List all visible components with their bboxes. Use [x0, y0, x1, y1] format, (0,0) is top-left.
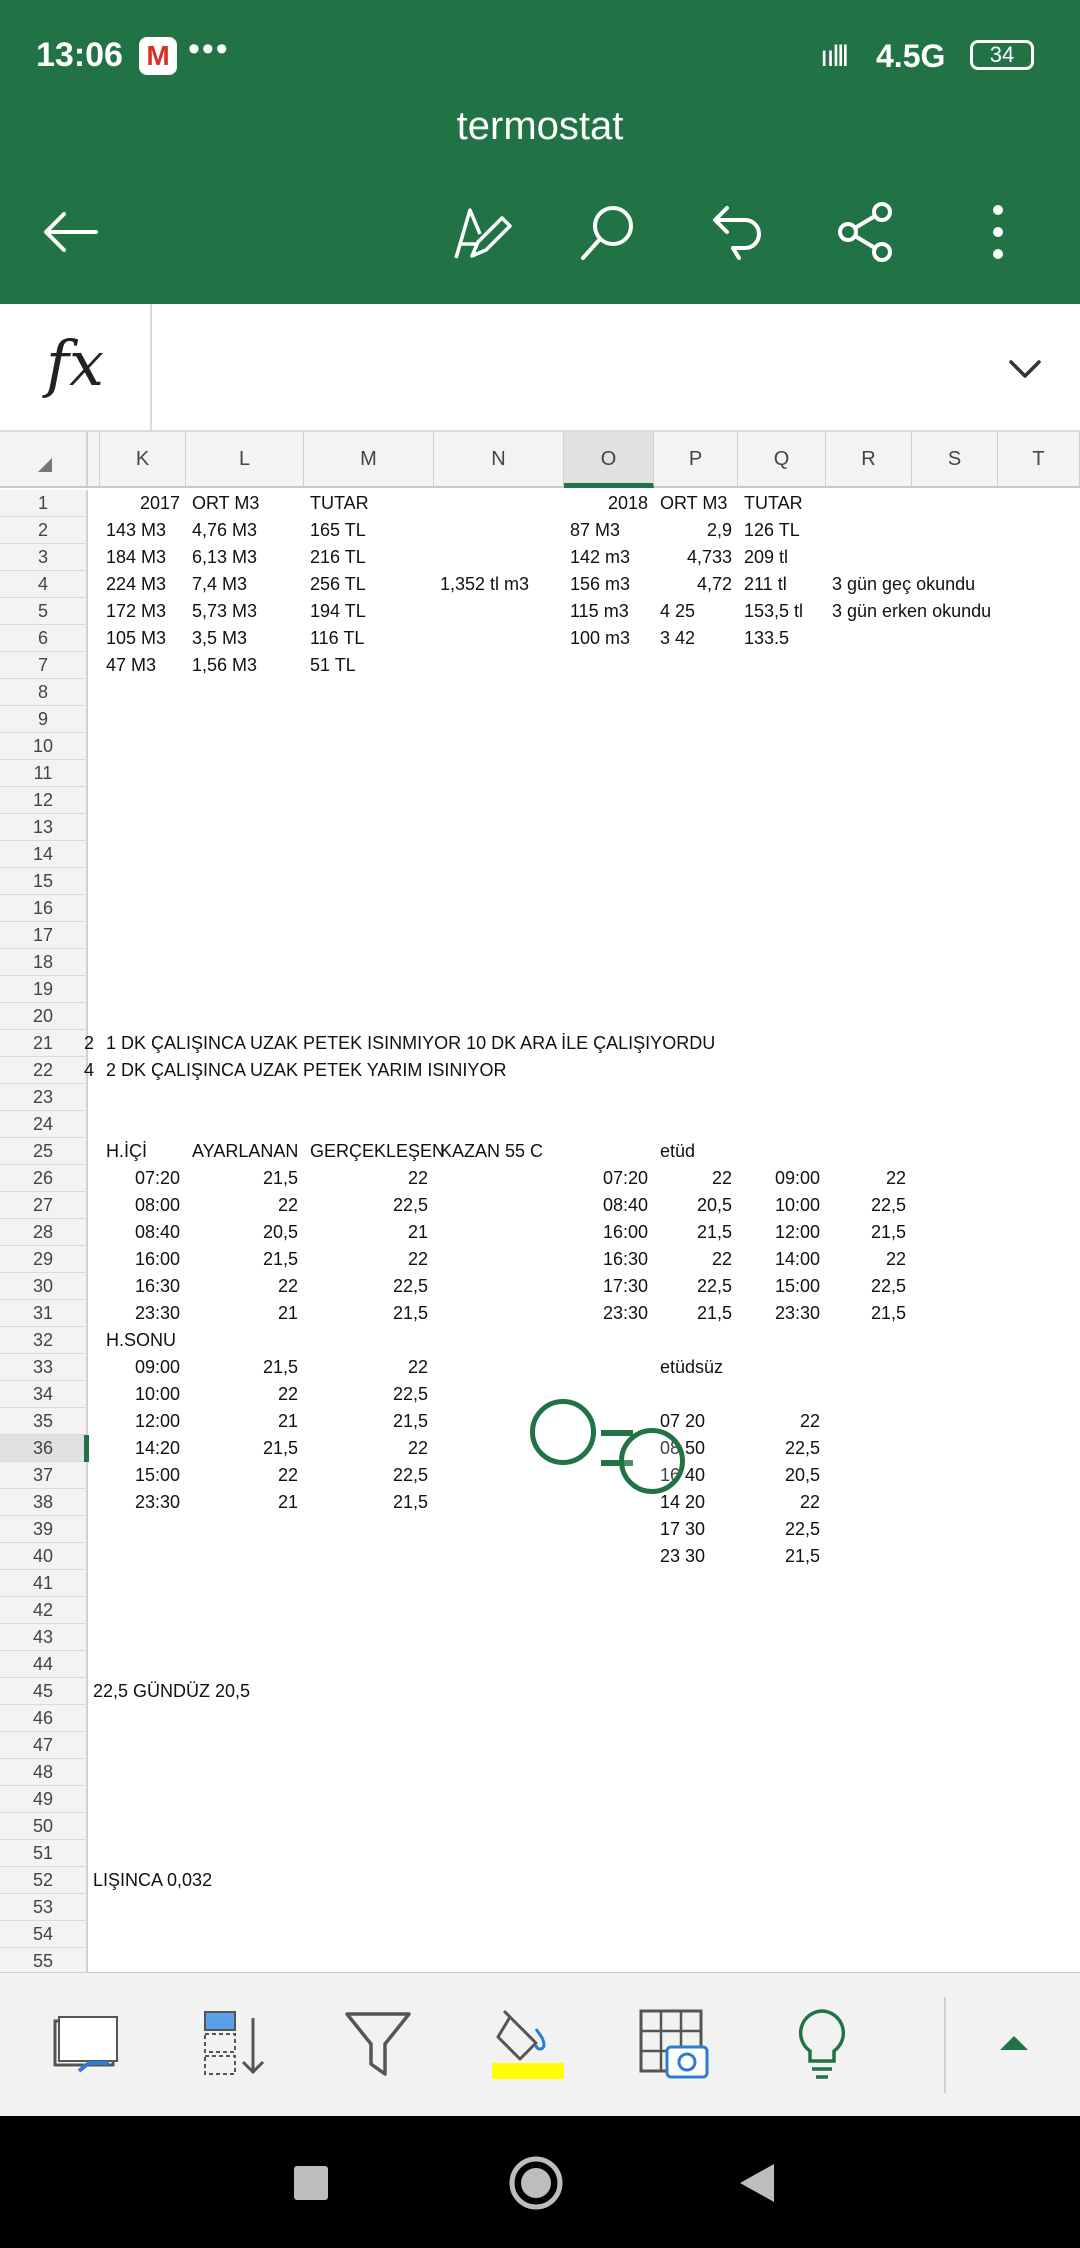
row-header-50[interactable]: 50 [0, 1813, 88, 1840]
cell-l25[interactable]: AYARLANAN [192, 1141, 299, 1161]
filter-icon[interactable] [338, 2003, 418, 2083]
row-header-20[interactable]: 20 [0, 1003, 88, 1030]
cell-l37[interactable]: 22 [277, 1465, 298, 1485]
cell-p27[interactable]: 20,5 [696, 1195, 732, 1215]
signal-icon: ıılll [820, 40, 847, 73]
cell-l34[interactable]: 22 [277, 1384, 298, 1404]
row-header-44[interactable]: 44 [0, 1651, 88, 1678]
cell-m28[interactable]: 21 [407, 1222, 428, 1242]
cell-o2[interactable]: 87 M3 [570, 520, 621, 540]
cell-l29[interactable]: 21,5 [262, 1249, 298, 1269]
select-sheet-icon[interactable] [44, 2003, 124, 2083]
cell-k32[interactable]: H.SONU [106, 1330, 177, 1350]
cell-k30[interactable]: 16:30 [134, 1276, 180, 1296]
row-header-40[interactable]: 40 [0, 1543, 88, 1570]
cell-m37[interactable]: 22,5 [392, 1465, 428, 1485]
cell-n4[interactable]: 1,352 tl m3 [440, 574, 530, 594]
row-header-36[interactable]: 36 [0, 1435, 88, 1462]
cell-p33[interactable]: etüdsüz [660, 1357, 724, 1377]
cell-r27[interactable]: 22,5 [870, 1195, 906, 1215]
row-header-51[interactable]: 51 [0, 1840, 88, 1867]
cell-l30[interactable]: 22 [277, 1276, 298, 1296]
status-bar [0, 0, 1080, 110]
cell-o4[interactable]: 156 m3 [570, 574, 631, 594]
row-header-23[interactable]: 23 [0, 1084, 88, 1111]
share-icon[interactable] [826, 192, 906, 272]
fill-color-icon[interactable] [488, 2003, 568, 2083]
cell-p36[interactable]: 08 50 [660, 1438, 706, 1458]
cell-k38[interactable]: 23:30 [134, 1492, 180, 1512]
more-options-icon[interactable] [958, 192, 1038, 272]
row-header-15[interactable]: 15 [0, 868, 88, 895]
cell-l33[interactable]: 21,5 [262, 1357, 298, 1377]
row-header-28[interactable]: 28 [0, 1219, 88, 1246]
sort-icon[interactable] [194, 2003, 274, 2083]
cell-m25[interactable]: GERÇEKLEŞEN [310, 1141, 446, 1161]
cell-l4[interactable]: 7,4 M3 [192, 574, 248, 594]
cell-k4[interactable]: 224 M3 [106, 574, 167, 594]
cell-m26[interactable]: 22 [407, 1168, 428, 1188]
cell-r4[interactable]: 3 gün geç okundu [832, 574, 976, 594]
cell-l38[interactable]: 21 [277, 1492, 298, 1512]
row-header-12[interactable]: 12 [0, 787, 88, 814]
cell-q39[interactable]: 22,5 [784, 1519, 820, 1539]
cell-q2[interactable]: 126 TL [744, 520, 800, 540]
cell-m36[interactable]: 22 [407, 1438, 428, 1458]
cell-p26[interactable]: 22 [711, 1168, 732, 1188]
cell-r30[interactable]: 22,5 [870, 1276, 906, 1296]
cell-o26[interactable]: 07:20 [602, 1168, 648, 1188]
battery-icon: 34 [970, 40, 1034, 70]
row-header-11[interactable]: 11 [0, 760, 88, 787]
cell-m7[interactable]: 51 TL [310, 655, 356, 675]
cell-p30[interactable]: 22,5 [696, 1276, 732, 1296]
column-header-t[interactable]: T [998, 432, 1080, 488]
row-header-43[interactable]: 43 [0, 1624, 88, 1651]
cell-p2[interactable]: 2,9 [706, 520, 732, 540]
cell-k37[interactable]: 15:00 [134, 1465, 180, 1485]
row-header-7[interactable]: 7 [0, 652, 88, 679]
row-header-48[interactable]: 48 [0, 1759, 88, 1786]
cell-q37[interactable]: 20,5 [784, 1465, 820, 1485]
row-header-35[interactable]: 35 [0, 1408, 88, 1435]
cell-l5[interactable]: 5,73 M3 [192, 601, 258, 621]
cell-r28[interactable]: 21,5 [870, 1222, 906, 1242]
cell-o30[interactable]: 17:30 [602, 1276, 648, 1296]
row-header-3[interactable]: 3 [0, 544, 88, 571]
cell-p3[interactable]: 4,733 [686, 547, 732, 567]
cell-o27[interactable]: 08:40 [602, 1195, 648, 1215]
column-header-o[interactable]: O [564, 432, 654, 488]
cell-q3[interactable]: 209 tl [744, 547, 789, 567]
cell-p38[interactable]: 14 20 [660, 1492, 706, 1512]
cell-q36[interactable]: 22,5 [784, 1438, 820, 1458]
cell-m6[interactable]: 116 TL [310, 628, 365, 648]
cell-o1[interactable]: 2018 [607, 493, 648, 513]
cell-q5[interactable]: 153,5 tl [744, 601, 804, 621]
cell-l3[interactable]: 6,13 M3 [192, 547, 258, 567]
cell-k36[interactable]: 14:20 [134, 1438, 180, 1458]
cell-p5[interactable]: 4 25 [660, 601, 696, 621]
cell-p40[interactable]: 23 30 [660, 1546, 706, 1566]
home-icon[interactable] [501, 2148, 571, 2218]
cell-l1[interactable]: ORT M3 [192, 493, 260, 513]
document-title: termostat [456, 104, 624, 148]
cell-l26[interactable]: 21,5 [262, 1168, 298, 1188]
cell-m34[interactable]: 22,5 [392, 1384, 428, 1404]
cell-q27[interactable]: 10:00 [774, 1195, 820, 1215]
row-header-17[interactable]: 17 [0, 922, 88, 949]
row-header-22[interactable]: 22 [0, 1057, 88, 1084]
cell-q40[interactable]: 21,5 [784, 1546, 820, 1566]
cell-q30[interactable]: 15:00 [774, 1276, 820, 1296]
cell-j52[interactable]: LIŞINCA 0,032 [93, 1870, 213, 1890]
row-header-32[interactable]: 32 [0, 1327, 88, 1354]
column-header-j[interactable] [88, 432, 100, 488]
cell-k28[interactable]: 08:40 [134, 1222, 180, 1242]
active-row-marker [84, 1435, 89, 1462]
gmail-notification-icon: M [139, 37, 177, 75]
column-header-s[interactable]: S [912, 432, 998, 488]
spreadsheet-grid[interactable] [0, 432, 1080, 1972]
cell-k3[interactable]: 184 M3 [106, 547, 167, 567]
row-header-25[interactable]: 25 [0, 1138, 88, 1165]
cell-q35[interactable]: 22 [799, 1411, 820, 1431]
more-notifications-icon: ••• [188, 30, 230, 68]
cell-m35[interactable]: 21,5 [392, 1411, 428, 1431]
app-header [0, 0, 1080, 304]
recents-icon[interactable] [276, 2148, 346, 2218]
cell-n25[interactable]: KAZAN 55 C [440, 1141, 544, 1161]
row-header-1[interactable]: 1 [0, 490, 88, 517]
select-all-corner[interactable] [0, 432, 88, 488]
row-header-26[interactable]: 26 [0, 1165, 88, 1192]
row-header-41[interactable]: 41 [0, 1570, 88, 1597]
row-header-31[interactable]: 31 [0, 1300, 88, 1327]
cell-m2[interactable]: 165 TL [310, 520, 366, 540]
function-icon[interactable]: fx [0, 304, 152, 430]
cell-k26[interactable]: 07:20 [134, 1168, 180, 1188]
cell-m3[interactable]: 216 TL [310, 547, 366, 567]
row-header-2[interactable]: 2 [0, 517, 88, 544]
cell-m29[interactable]: 22 [407, 1249, 428, 1269]
toolbar-divider [944, 1997, 946, 2093]
status-time: 13:06 [36, 36, 123, 74]
row-header-10[interactable]: 10 [0, 733, 88, 760]
row-header-49[interactable]: 49 [0, 1786, 88, 1813]
system-nav-bar [0, 2116, 1080, 2248]
cell-m5[interactable]: 194 TL [310, 601, 366, 621]
row-header-16[interactable]: 16 [0, 895, 88, 922]
row-header-30[interactable]: 30 [0, 1273, 88, 1300]
cell-l31[interactable]: 21 [277, 1303, 298, 1323]
cell-k21[interactable]: 1 DK ÇALIŞINCA UZAK PETEK ISINMIYOR 10 DK ARA İLE ÇALIŞIYORDU [106, 1033, 716, 1053]
formula-bar [0, 304, 1080, 432]
cell-l27[interactable]: 22 [277, 1195, 298, 1215]
cell-k2[interactable]: 143 M3 [106, 520, 167, 540]
cell-m30[interactable]: 22,5 [392, 1276, 428, 1296]
row-header-8[interactable]: 8 [0, 679, 88, 706]
selection-handle-end[interactable] [619, 1428, 685, 1494]
expand-up-icon[interactable] [974, 2003, 1054, 2083]
cell-p35[interactable]: 07 20 [660, 1411, 706, 1431]
row-header-34[interactable]: 34 [0, 1381, 88, 1408]
row-header-45[interactable]: 45 [0, 1678, 88, 1705]
cell-k34[interactable]: 10:00 [134, 1384, 180, 1404]
cell-p39[interactable]: 17 30 [660, 1519, 706, 1539]
cell-m33[interactable]: 22 [407, 1357, 428, 1377]
selection-range-bar [601, 1430, 633, 1436]
undo-icon[interactable] [697, 192, 777, 272]
row-header-39[interactable]: 39 [0, 1516, 88, 1543]
cell-q4[interactable]: 211 tl [744, 574, 787, 594]
chevron-down-icon[interactable] [990, 334, 1060, 404]
cell-j21[interactable]: 2 [83, 1033, 94, 1053]
row-header-18[interactable]: 18 [0, 949, 88, 976]
search-icon[interactable] [567, 192, 647, 272]
cell-o3[interactable]: 142 m3 [570, 547, 631, 567]
cell-j45[interactable]: 22,5 GÜNDÜZ 20,5 [93, 1681, 251, 1701]
row-header-46[interactable]: 46 [0, 1705, 88, 1732]
cell-r31[interactable]: 21,5 [870, 1303, 906, 1323]
cell-k6[interactable]: 105 M3 [106, 628, 167, 648]
cell-p25[interactable]: etüd [660, 1141, 696, 1161]
row-header-52[interactable]: 52 [0, 1867, 88, 1894]
row-header-29[interactable]: 29 [0, 1246, 88, 1273]
cell-p28[interactable]: 21,5 [696, 1222, 732, 1242]
cell-l35[interactable]: 21 [277, 1411, 298, 1431]
cell-o29[interactable]: 16:30 [602, 1249, 648, 1269]
table-picture-icon[interactable] [634, 2003, 714, 2083]
cell-l28[interactable]: 20,5 [262, 1222, 298, 1242]
cell-p29[interactable]: 22 [711, 1249, 732, 1269]
row-header-42[interactable]: 42 [0, 1597, 88, 1624]
cell-p4[interactable]: 4,72 [696, 574, 732, 594]
cell-k1[interactable]: 2017 [139, 493, 180, 513]
row-header-21[interactable]: 21 [0, 1030, 88, 1057]
column-header-l[interactable]: L [186, 432, 304, 488]
cell-k29[interactable]: 16:00 [134, 1249, 180, 1269]
column-header-n[interactable]: N [434, 432, 564, 488]
row-header-24[interactable]: 24 [0, 1111, 88, 1138]
cell-m38[interactable]: 21,5 [392, 1492, 428, 1512]
cell-k31[interactable]: 23:30 [134, 1303, 180, 1323]
column-header-k[interactable]: K [100, 432, 186, 488]
cell-q1[interactable]: TUTAR [744, 493, 803, 513]
row-header-54[interactable]: 54 [0, 1921, 88, 1948]
cell-j22[interactable]: 4 [83, 1060, 94, 1080]
cell-o5[interactable]: 115 m3 [570, 601, 629, 621]
cell-q6[interactable]: 133.5 [744, 628, 790, 648]
column-header-r[interactable]: R [826, 432, 912, 488]
row-header-37[interactable]: 37 [0, 1462, 88, 1489]
cell-p37[interactable]: 16 40 [660, 1465, 706, 1485]
back-icon[interactable] [722, 2148, 792, 2218]
ideas-icon[interactable] [782, 2003, 862, 2083]
cell-k35[interactable]: 12:00 [134, 1411, 180, 1431]
cell-r29[interactable]: 22 [885, 1249, 906, 1269]
row-header-38[interactable]: 38 [0, 1489, 88, 1516]
row-header-13[interactable]: 13 [0, 814, 88, 841]
column-header-q[interactable]: Q [738, 432, 826, 488]
row-header-53[interactable]: 53 [0, 1894, 88, 1921]
row-header-55[interactable]: 55 [0, 1948, 88, 1972]
row-header-33[interactable]: 33 [0, 1354, 88, 1381]
selection-handle-start[interactable] [530, 1399, 596, 1465]
cell-k5[interactable]: 172 M3 [106, 601, 167, 621]
cell-l36[interactable]: 21,5 [262, 1438, 298, 1458]
cell-k33[interactable]: 09:00 [134, 1357, 180, 1377]
back-arrow-icon[interactable] [30, 192, 110, 272]
row-header-14[interactable]: 14 [0, 841, 88, 868]
row-header-19[interactable]: 19 [0, 976, 88, 1003]
cell-q26[interactable]: 09:00 [774, 1168, 820, 1188]
cell-q38[interactable]: 22 [799, 1492, 820, 1512]
cell-m1[interactable]: TUTAR [310, 493, 369, 513]
row-header-5[interactable]: 5 [0, 598, 88, 625]
cell-l6[interactable]: 3,5 M3 [192, 628, 248, 648]
cell-r26[interactable]: 22 [885, 1168, 906, 1188]
cell-p6[interactable]: 3 42 [660, 628, 696, 648]
row-header-27[interactable]: 27 [0, 1192, 88, 1219]
cell-l7[interactable]: 1,56 M3 [192, 655, 258, 675]
cell-k25[interactable]: H.İÇİ [106, 1141, 148, 1161]
bottom-toolbar [0, 1972, 1080, 2116]
cell-o6[interactable]: 100 m3 [570, 628, 631, 648]
cell-k27[interactable]: 08:00 [134, 1195, 180, 1215]
cell-o28[interactable]: 16:00 [602, 1222, 648, 1242]
column-header-m[interactable]: M [304, 432, 434, 488]
cell-m31[interactable]: 21,5 [392, 1303, 428, 1323]
cell-o31[interactable]: 23:30 [602, 1303, 648, 1323]
cell-q31[interactable]: 23:30 [774, 1303, 820, 1323]
column-header-p[interactable]: P [654, 432, 738, 488]
formula-input[interactable] [152, 304, 992, 430]
row-header-4[interactable]: 4 [0, 571, 88, 598]
row-header-9[interactable]: 9 [0, 706, 88, 733]
cell-q28[interactable]: 12:00 [774, 1222, 820, 1242]
cell-m27[interactable]: 22,5 [392, 1195, 428, 1215]
network-type: 4.5G [876, 38, 946, 74]
cell-l2[interactable]: 4,76 M3 [192, 520, 258, 540]
edit-pen-icon[interactable] [442, 192, 522, 272]
cell-p31[interactable]: 21,5 [696, 1303, 732, 1323]
cell-r5[interactable]: 3 gün erken okundu [832, 601, 992, 621]
row-header-6[interactable]: 6 [0, 625, 88, 652]
cell-p1[interactable]: ORT M3 [660, 493, 728, 513]
cell-m4[interactable]: 256 TL [310, 574, 366, 594]
row-header-47[interactable]: 47 [0, 1732, 88, 1759]
cell-k22[interactable]: 2 DK ÇALIŞINCA UZAK PETEK YARIM ISINIYOR [106, 1060, 507, 1080]
cell-k7[interactable]: 47 M3 [106, 655, 157, 675]
cell-q29[interactable]: 14:00 [774, 1249, 820, 1269]
